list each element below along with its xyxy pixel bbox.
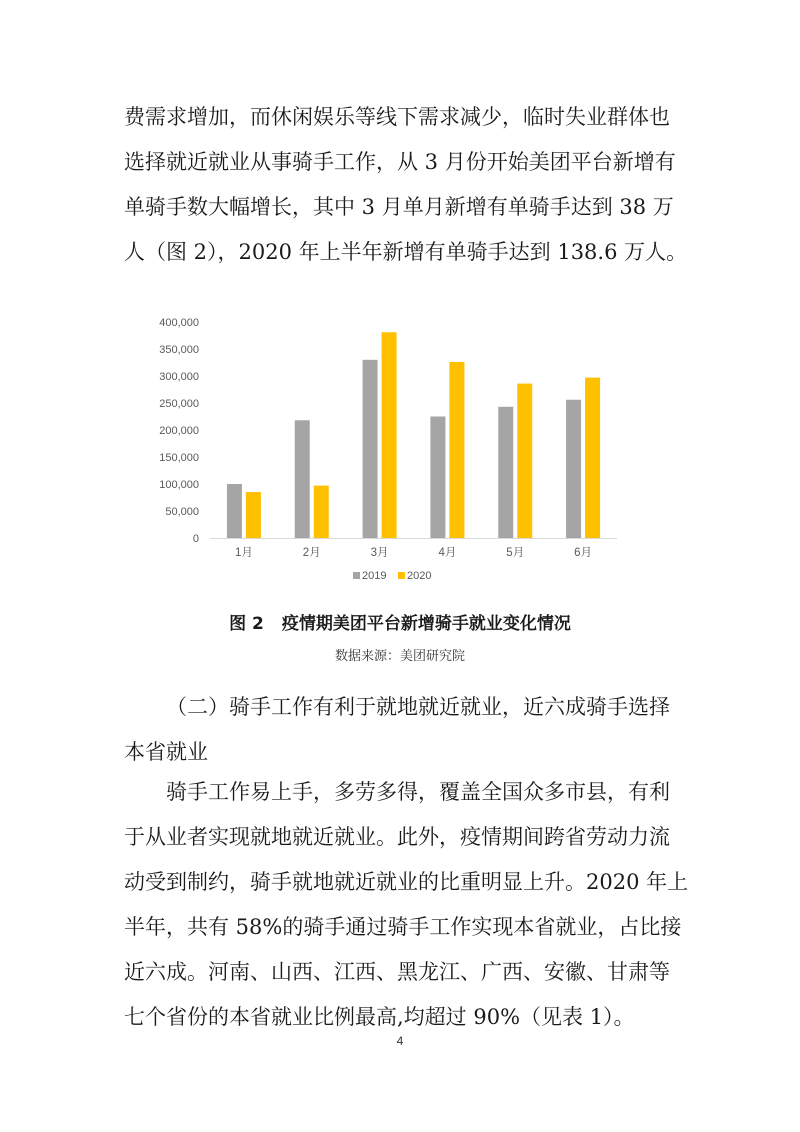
- x-tick-label: 1月: [234, 547, 253, 559]
- y-tick-label: 150,000: [159, 452, 199, 464]
- intro-paragraph: [124, 95, 688, 275]
- legend-label: 2019: [362, 570, 387, 582]
- bar-2019: [363, 360, 378, 538]
- legend-swatch-2020: [398, 572, 405, 579]
- text-line: 七个省份的本省就业比例最高,均超过 90%（见表 1）。: [124, 1005, 635, 1029]
- text-line: 单骑手数大幅增长，其中 3 月单月新增有单骑手达到 38 万: [124, 195, 674, 219]
- bar-2020: [517, 384, 532, 538]
- text-line: 近六成。河南、山西、江西、黑龙江、广西、安徽、甘肃等: [124, 960, 670, 984]
- bar-2019: [430, 417, 445, 539]
- legend-swatch-2019: [353, 572, 360, 579]
- text-line: 动受到制约，骑手就地就近就业的比重明显上升。2020 年上: [124, 870, 689, 894]
- text-line: 费需求增加，而休闲娱乐等线下需求减少，临时失业群体也: [124, 105, 670, 129]
- bar-2020: [585, 378, 600, 538]
- text-line: 选择就近就业从事骑手工作，从 3 月份开始美团平台新增有: [124, 150, 676, 174]
- section-heading: [124, 685, 704, 775]
- figure-source: 数据来源：美团研究院: [334, 649, 465, 664]
- text-line: 人（图 2），2020 年上半年新增有单骑手达到 138.6 万人。: [124, 240, 688, 264]
- bar-chart-svg: [150, 305, 630, 595]
- bar-2019: [498, 407, 513, 538]
- y-tick-label: 250,000: [159, 398, 199, 410]
- y-tick-label: 350,000: [159, 344, 199, 356]
- x-tick-label: 2月: [302, 547, 321, 559]
- text-line: 于从业者实现就地就近就业。此外，疫情期间跨省劳动力流: [124, 825, 670, 849]
- bar-2019: [566, 400, 581, 538]
- bar-2020: [314, 486, 329, 538]
- page-number: 4: [396, 1034, 404, 1048]
- bar-2019: [295, 420, 310, 538]
- figure-caption: [0, 609, 800, 634]
- bar-2020: [449, 362, 464, 538]
- text-line: 半年，共有 58%的骑手通过骑手工作实现本省就业，占比接: [124, 915, 682, 939]
- y-tick-label: 200,000: [159, 425, 199, 437]
- heading-line: 本省就业: [124, 740, 208, 764]
- bar-2020: [382, 332, 397, 538]
- heading-line: （二）骑手工作有利于就地就近就业，近六成骑手选择: [166, 695, 670, 719]
- text-line: 骑手工作易上手，多劳多得，覆盖全国众多市县，有利: [166, 780, 670, 804]
- y-tick-label: 100,000: [159, 479, 199, 491]
- x-tick-label: 4月: [438, 547, 457, 559]
- legend-label: 2020: [407, 570, 432, 582]
- bar-chart: [150, 305, 630, 595]
- bar-2020: [246, 492, 261, 538]
- y-tick-label: 300,000: [159, 371, 199, 383]
- x-tick-label: 3月: [370, 547, 389, 559]
- x-tick-label: 6月: [574, 547, 593, 559]
- y-tick-label: 0: [192, 533, 199, 545]
- y-tick-label: 50,000: [165, 506, 199, 518]
- body-paragraph: [124, 770, 689, 1040]
- y-tick-label: 400,000: [159, 317, 199, 329]
- figure-number: 图 2: [229, 614, 264, 634]
- x-tick-label: 5月: [506, 547, 525, 559]
- figure-title: 疫情期美团平台新增骑手就业变化情况: [281, 614, 571, 634]
- bar-2019: [227, 484, 242, 538]
